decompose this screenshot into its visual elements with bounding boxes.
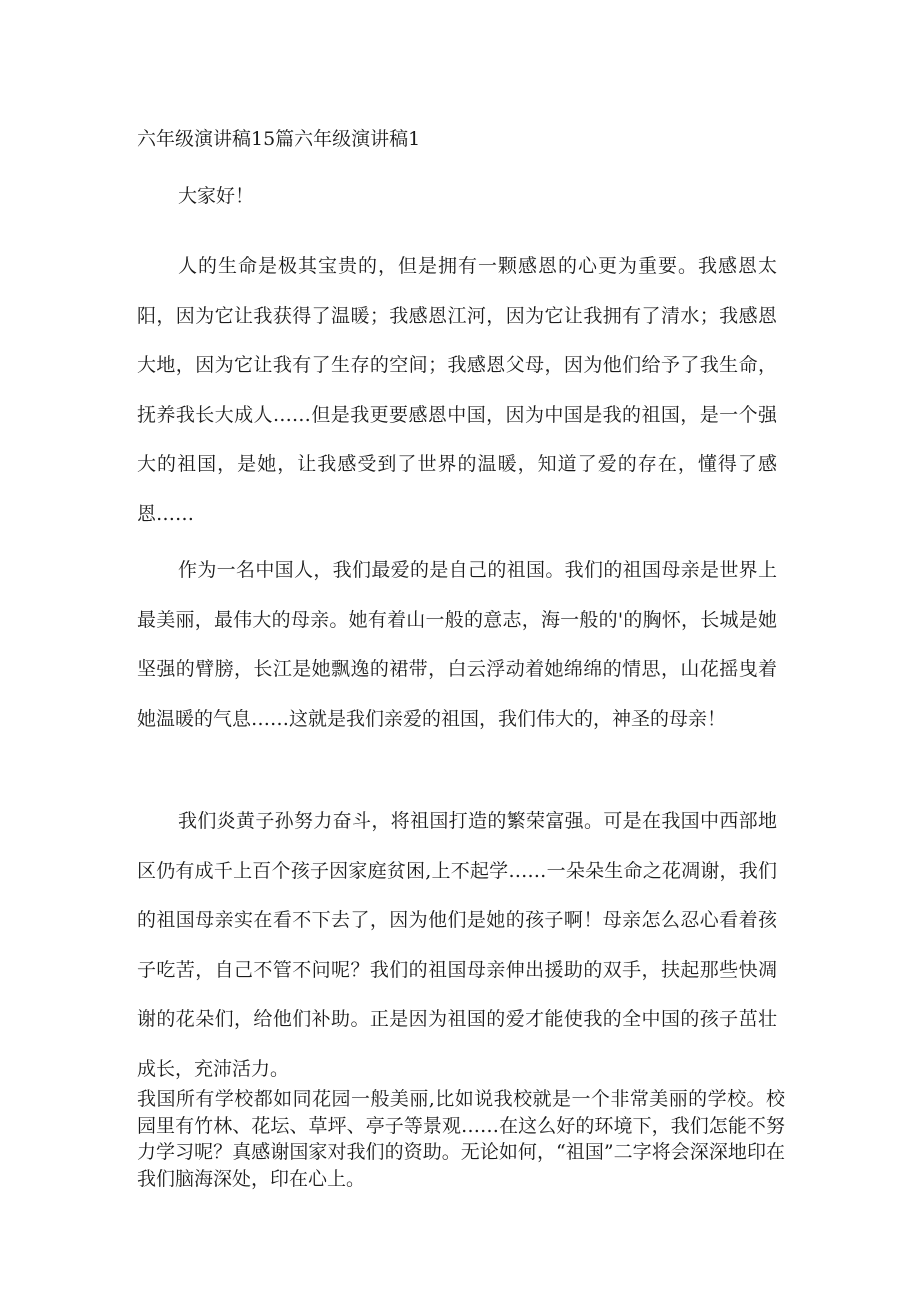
paragraph-gratitude: 人的生命是极其宝贵的，但是拥有一颗感恩的心更为重要。我感恩太阳，因为它让我获得了温暖；我感恩江河，因为它让我拥有了清水；我感恩大地，因为它让我有了生存的空间；我感恩父母，因为他们给予了我生命，抚养我长大成人……但是我更要感恩中国，因为中国是我的祖国，是一个强大的祖国，是她，让我感受到了世界的温暖，知道了爱的存在，懂得了感恩……	[137, 255, 777, 525]
paragraph-motherland: 作为一名中国人，我们最爱的是自己的祖国。我们的祖国母亲是世界上最美丽，最伟大的母亲。她有着山一般的意志，海一般的'的胸怀，长城是她坚强的臂膀，长江是她飘逸的裙带，白云浮动着她绵绵的情思，山花摇曳着她温暖的气息……这就是我们亲爱的祖国，我们伟大的，神圣的母亲！	[137, 559, 777, 730]
paragraph-support: 我们炎黄子孙努力奋斗，将祖国打造的繁荣富强。可是在我国中西部地区仍有成千上百个孩子因家庭贫困,上不起学……一朵朵生命之花凋谢，我们的祖国母亲实在看不下去了，因为他们是她的孩子啊！母亲怎么忍心看着孩子吃苦，自己不管不问呢？我们的祖国母亲伸出援助的双手，扶起那些快凋谢的花朵们，给他们补助。正是因为祖国的爱才能使我的全中国的孩子茁壮成长，充沛活力。	[137, 810, 777, 1080]
greeting-text: 大家好！	[178, 185, 255, 207]
document-title: 六年级演讲稿15篇六年级演讲稿1	[137, 128, 421, 150]
paragraph-school: 我国所有学校都如同花园一般美丽,比如说我校就是一个非常美丽的学校。校园里有竹林、花坛、草坪、亭子等景观……在这么好的环境下，我们怎能不努力学习呢？真感谢国家对我们的资助。无论如何，“祖国”二字将会深深地印在我们脑海深处，印在心上。	[137, 1088, 785, 1190]
